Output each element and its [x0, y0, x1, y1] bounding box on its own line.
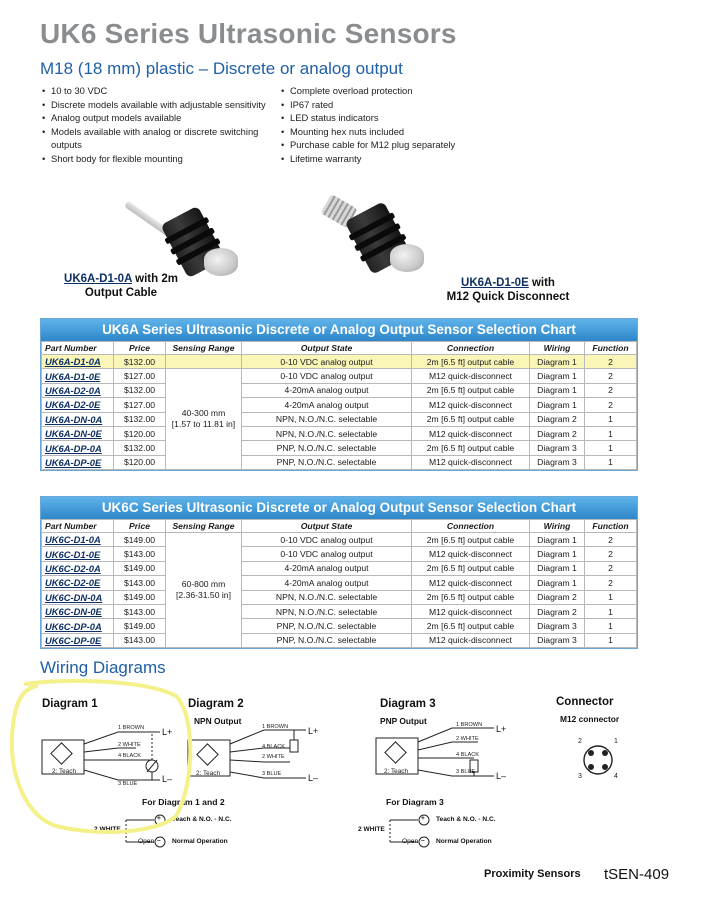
- connection-cell: M12 quick-disconnect: [412, 369, 530, 383]
- output-cell: PNP, N.O./N.C. selectable: [242, 441, 412, 455]
- function-cell: 1: [585, 441, 637, 455]
- table-header-row: [42, 520, 637, 533]
- connection-cell: 2m [6.5 ft] output cable: [412, 561, 530, 575]
- minus-symbol: –: [157, 837, 161, 844]
- connection-cell: 2m [6.5 ft] output cable: [412, 355, 530, 369]
- diagram-1-title: Diagram 1: [42, 698, 98, 710]
- col-sensing-range: Sensing Range: [166, 520, 242, 533]
- table-row: [42, 412, 637, 426]
- part-number-link[interactable]: UK6A-D1-0E: [42, 369, 114, 383]
- connection-cell: M12 quick-disconnect: [412, 398, 530, 412]
- teach-mode-label: Teach & N.O. - N.C.: [172, 816, 232, 823]
- part-number-link[interactable]: UK6C-D1-0E: [42, 547, 114, 561]
- part-number-link[interactable]: UK6A-D2-0A: [42, 383, 114, 397]
- wiring-cell: Diagram 1: [530, 561, 585, 575]
- wiring-cell: Diagram 1: [530, 355, 585, 369]
- output-cell: 4-20mA analog output: [242, 398, 412, 412]
- wire-label: 2 WHITE: [456, 736, 479, 742]
- function-cell: 1: [585, 455, 637, 469]
- table-row: [42, 619, 637, 633]
- output-cell: 4-20mA analog output: [242, 383, 412, 397]
- pin-label: 1: [614, 738, 618, 745]
- teach-note-title: For Diagram 3: [386, 797, 444, 807]
- terminal-l-plus: L+: [162, 727, 173, 737]
- connection-cell: 2m [6.5 ft] output cable: [412, 412, 530, 426]
- output-cell: 0-10 VDC analog output: [242, 355, 412, 369]
- function-cell: 2: [585, 547, 637, 561]
- connector-subtitle: M12 connector: [560, 714, 620, 724]
- page-title: UK6 Series Ultrasonic Sensors: [40, 18, 457, 49]
- col-function: Function: [585, 342, 637, 355]
- feature-item: • LED status indicators: [281, 111, 511, 125]
- output-cell: NPN, N.O./N.C. selectable: [242, 590, 412, 604]
- wire-label: 4 BLACK: [262, 744, 286, 750]
- m12-connector-pinout: [580, 742, 616, 778]
- teach-label: 2: Teach: [196, 770, 221, 777]
- wire-label: 3 BLUE: [456, 769, 476, 775]
- diagram-3-title: Diagram 3: [380, 698, 436, 710]
- price-cell: $132.00: [114, 355, 166, 369]
- price-cell: $132.00: [114, 412, 166, 426]
- col-price: Price: [114, 520, 166, 533]
- price-cell: $132.00: [114, 441, 166, 455]
- price-cell: $127.00: [114, 369, 166, 383]
- part-number-link[interactable]: UK6C-D2-0A: [42, 561, 114, 575]
- function-cell: 1: [585, 412, 637, 426]
- part-number-link[interactable]: UK6C-D1-0A: [42, 533, 114, 547]
- product-label-cable: UK6A-D1-0A with 2m Output Cable: [64, 273, 178, 299]
- price-cell: $149.00: [114, 619, 166, 633]
- output-cell: NPN, N.O./N.C. selectable: [242, 604, 412, 618]
- wire-label: 3 BLUE: [118, 781, 138, 787]
- uk6c-selection-chart: [40, 496, 638, 649]
- white-wire-label: 2 WHITE: [94, 826, 121, 833]
- connection-cell: M12 quick-disconnect: [412, 426, 530, 440]
- white-wire-label: 2 WHITE: [358, 826, 385, 833]
- feature-item: • Purchase cable for M12 plug separately: [281, 138, 511, 152]
- connection-cell: 2m [6.5 ft] output cable: [412, 383, 530, 397]
- range-cell: [166, 355, 242, 369]
- part-number-link[interactable]: UK6C-DN-0A: [42, 590, 114, 604]
- table-row: [42, 590, 637, 604]
- diagram-2-subtitle: NPN Output: [194, 716, 242, 726]
- table-row: [42, 533, 637, 547]
- feature-item: • Mounting hex nuts included: [281, 125, 511, 139]
- diagram-2-title: Diagram 2: [188, 698, 244, 710]
- plus-symbol: +: [421, 815, 425, 822]
- minus-symbol: –: [421, 837, 425, 844]
- table-row: [42, 355, 637, 369]
- col-output-state: Output State: [242, 520, 412, 533]
- price-cell: $143.00: [114, 576, 166, 590]
- connection-cell: M12 quick-disconnect: [412, 576, 530, 590]
- col-wiring: Wiring: [530, 342, 585, 355]
- wiring-cell: Diagram 1: [530, 383, 585, 397]
- feature-item: • Models available with analog or discrete switching outputs: [42, 125, 282, 152]
- part-number-link[interactable]: UK6C-DP-0A: [42, 619, 114, 633]
- function-cell: 2: [585, 355, 637, 369]
- col-connection: Connection: [412, 520, 530, 533]
- col-wiring: Wiring: [530, 520, 585, 533]
- feature-item: • Analog output models available: [42, 111, 282, 125]
- connection-cell: 2m [6.5 ft] output cable: [412, 533, 530, 547]
- feature-item: • Lifetime warranty: [281, 152, 511, 166]
- wiring-cell: Diagram 2: [530, 412, 585, 426]
- uk6a-chart-title: UK6A Series Ultrasonic Discrete or Analog Output Sensor Selection Chart: [41, 319, 637, 341]
- part-number-link[interactable]: UK6A-DN-0E: [42, 426, 114, 440]
- function-cell: 2: [585, 561, 637, 575]
- col-connection: Connection: [412, 342, 530, 355]
- connection-cell: 2m [6.5 ft] output cable: [412, 590, 530, 604]
- feature-list-right: [281, 84, 511, 166]
- teach-mode-label: Teach & N.O. - N.C.: [436, 816, 496, 823]
- price-cell: $143.00: [114, 547, 166, 561]
- product-label-m12: UK6A-D1-0E with M12 Quick Disconnect: [446, 277, 570, 303]
- part-number-link[interactable]: UK6A-D1-0A: [42, 355, 114, 369]
- wiring-cell: Diagram 2: [530, 590, 585, 604]
- teach-label: 2: Teach: [384, 768, 409, 775]
- feature-item: • Discrete models available with adjustable sensitivity: [42, 98, 282, 112]
- terminal-l-plus: L+: [496, 724, 507, 734]
- sensing-range-cell: 40-300 mm [1.57 to 11.81 in]: [166, 369, 242, 470]
- wire-label: 4 BLACK: [118, 753, 142, 759]
- open-label: Open: [138, 838, 155, 845]
- table-header-row: [42, 342, 637, 355]
- function-cell: 2: [585, 576, 637, 590]
- price-cell: $132.00: [114, 383, 166, 397]
- function-cell: 2: [585, 369, 637, 383]
- output-cell: PNP, N.O./N.C. selectable: [242, 455, 412, 469]
- sensing-range-cell: 60-800 mm [2.36-31.50 in]: [166, 533, 242, 648]
- output-cell: 4-20mA analog output: [242, 576, 412, 590]
- wiring-diagrams-heading: Wiring Diagrams: [40, 658, 166, 677]
- wiring-cell: Diagram 1: [530, 398, 585, 412]
- output-cell: NPN, N.O./N.C. selectable: [242, 426, 412, 440]
- wiring-cell: Diagram 3: [530, 619, 585, 633]
- function-cell: 2: [585, 533, 637, 547]
- terminal-l-plus: L+: [308, 726, 319, 736]
- connection-cell: M12 quick-disconnect: [412, 547, 530, 561]
- uk6a-table: [41, 341, 637, 470]
- part-number-link[interactable]: UK6A-DN-0A: [42, 412, 114, 426]
- wiring-cell: Diagram 2: [530, 604, 585, 618]
- part-number-link[interactable]: UK6A-DP-0A: [42, 441, 114, 455]
- teach-note-title: For Diagram 1 and 2: [142, 797, 225, 807]
- pin-label: 3: [578, 773, 582, 780]
- part-number-link[interactable]: UK6A-D2-0E: [42, 398, 114, 412]
- function-cell: 2: [585, 398, 637, 412]
- plus-symbol: +: [157, 815, 161, 822]
- uk6a-selection-chart: [40, 318, 638, 471]
- terminal-l-minus: L–: [308, 773, 319, 783]
- function-cell: 1: [585, 426, 637, 440]
- table-row: [42, 633, 637, 647]
- connection-cell: 2m [6.5 ft] output cable: [412, 619, 530, 633]
- pin-label: 2: [578, 738, 582, 745]
- pin-label: 4: [614, 773, 618, 780]
- wiring-cell: Diagram 1: [530, 547, 585, 561]
- table-row: [42, 455, 637, 469]
- connection-cell: 2m [6.5 ft] output cable: [412, 441, 530, 455]
- teach-label: 2: Teach: [52, 768, 77, 775]
- table-row: [42, 398, 637, 412]
- terminal-l-minus: L–: [162, 774, 173, 784]
- feature-item: • Complete overload protection: [281, 84, 511, 98]
- price-cell: $127.00: [114, 398, 166, 412]
- normal-operation-label: Normal Operation: [436, 838, 492, 845]
- footer-section-label: Proximity Sensors: [484, 868, 581, 880]
- wire-label: 2 WHITE: [262, 754, 285, 760]
- table-row: [42, 441, 637, 455]
- wire-label: 4 BLACK: [456, 752, 480, 758]
- diagram-3-subtitle: PNP Output: [380, 716, 427, 726]
- price-cell: $143.00: [114, 633, 166, 647]
- wire-label: 1 BROWN: [262, 724, 289, 730]
- wiring-cell: Diagram 1: [530, 533, 585, 547]
- price-cell: $149.00: [114, 590, 166, 604]
- output-cell: 0-10 VDC analog output: [242, 547, 412, 561]
- part-number-link[interactable]: UK6C-D2-0E: [42, 576, 114, 590]
- product-image-cable: [120, 186, 250, 286]
- wiring-cell: Diagram 1: [530, 576, 585, 590]
- price-cell: $120.00: [114, 455, 166, 469]
- function-cell: 1: [585, 619, 637, 633]
- wiring-cell: Diagram 2: [530, 426, 585, 440]
- table-row: [42, 369, 637, 383]
- uk6c-chart-title: UK6C Series Ultrasonic Discrete or Analog Output Sensor Selection Chart: [41, 497, 637, 519]
- open-label: Open: [402, 838, 419, 845]
- feature-item: • Short body for flexible mounting: [42, 152, 282, 166]
- feature-item: • IP67 rated: [281, 98, 511, 112]
- page-subtitle: M18 (18 mm) plastic – Discrete or analog output: [40, 59, 403, 78]
- table-row: [42, 426, 637, 440]
- normal-operation-label: Normal Operation: [172, 838, 228, 845]
- col-sensing-range: Sensing Range: [166, 342, 242, 355]
- part-number-link[interactable]: UK6A-DP-0E: [42, 455, 114, 469]
- price-cell: $143.00: [114, 604, 166, 618]
- wiring-cell: Diagram 1: [530, 369, 585, 383]
- wire-label: 3 BLUE: [262, 771, 282, 777]
- table-row: [42, 383, 637, 397]
- function-cell: 1: [585, 590, 637, 604]
- col-part-number: Part Number: [42, 342, 114, 355]
- function-cell: 2: [585, 383, 637, 397]
- col-output-state: Output State: [242, 342, 412, 355]
- output-cell: 0-10 VDC analog output: [242, 369, 412, 383]
- price-cell: $120.00: [114, 426, 166, 440]
- output-cell: NPN, N.O./N.C. selectable: [242, 412, 412, 426]
- feature-list-left: [42, 84, 282, 166]
- footer-page-code: tSEN-409: [604, 866, 670, 883]
- table-row: [42, 604, 637, 618]
- wire-label: 2 WHITE: [118, 742, 141, 748]
- function-cell: 1: [585, 604, 637, 618]
- output-cell: PNP, N.O./N.C. selectable: [242, 619, 412, 633]
- col-part-number: Part Number: [42, 520, 114, 533]
- table-row: [42, 561, 637, 575]
- price-cell: $149.00: [114, 533, 166, 547]
- wiring-cell: Diagram 3: [530, 455, 585, 469]
- connection-cell: M12 quick-disconnect: [412, 604, 530, 618]
- output-cell: 4-20mA analog output: [242, 561, 412, 575]
- output-cell: PNP, N.O./N.C. selectable: [242, 633, 412, 647]
- wiring-cell: Diagram 3: [530, 441, 585, 455]
- part-number-link[interactable]: UK6C-DP-0E: [42, 633, 114, 647]
- table-row: [42, 576, 637, 590]
- wire-label: 1 BROWN: [118, 725, 145, 731]
- function-cell: 1: [585, 633, 637, 647]
- col-price: Price: [114, 342, 166, 355]
- feature-item: • 10 to 30 VDC: [42, 84, 282, 98]
- sensor-face-image: [204, 248, 238, 276]
- connector-title: Connector: [556, 696, 614, 708]
- terminal-l-minus: L–: [496, 771, 507, 781]
- table-row: [42, 547, 637, 561]
- connection-cell: M12 quick-disconnect: [412, 455, 530, 469]
- wiring-cell: Diagram 3: [530, 633, 585, 647]
- col-function: Function: [585, 520, 637, 533]
- wire-label: 1 BROWN: [456, 722, 483, 728]
- part-number-link[interactable]: UK6C-DN-0E: [42, 604, 114, 618]
- uk6c-table: [41, 519, 637, 648]
- sensor-face-image: [390, 244, 424, 272]
- price-cell: $149.00: [114, 561, 166, 575]
- output-cell: 0-10 VDC analog output: [242, 533, 412, 547]
- connection-cell: M12 quick-disconnect: [412, 633, 530, 647]
